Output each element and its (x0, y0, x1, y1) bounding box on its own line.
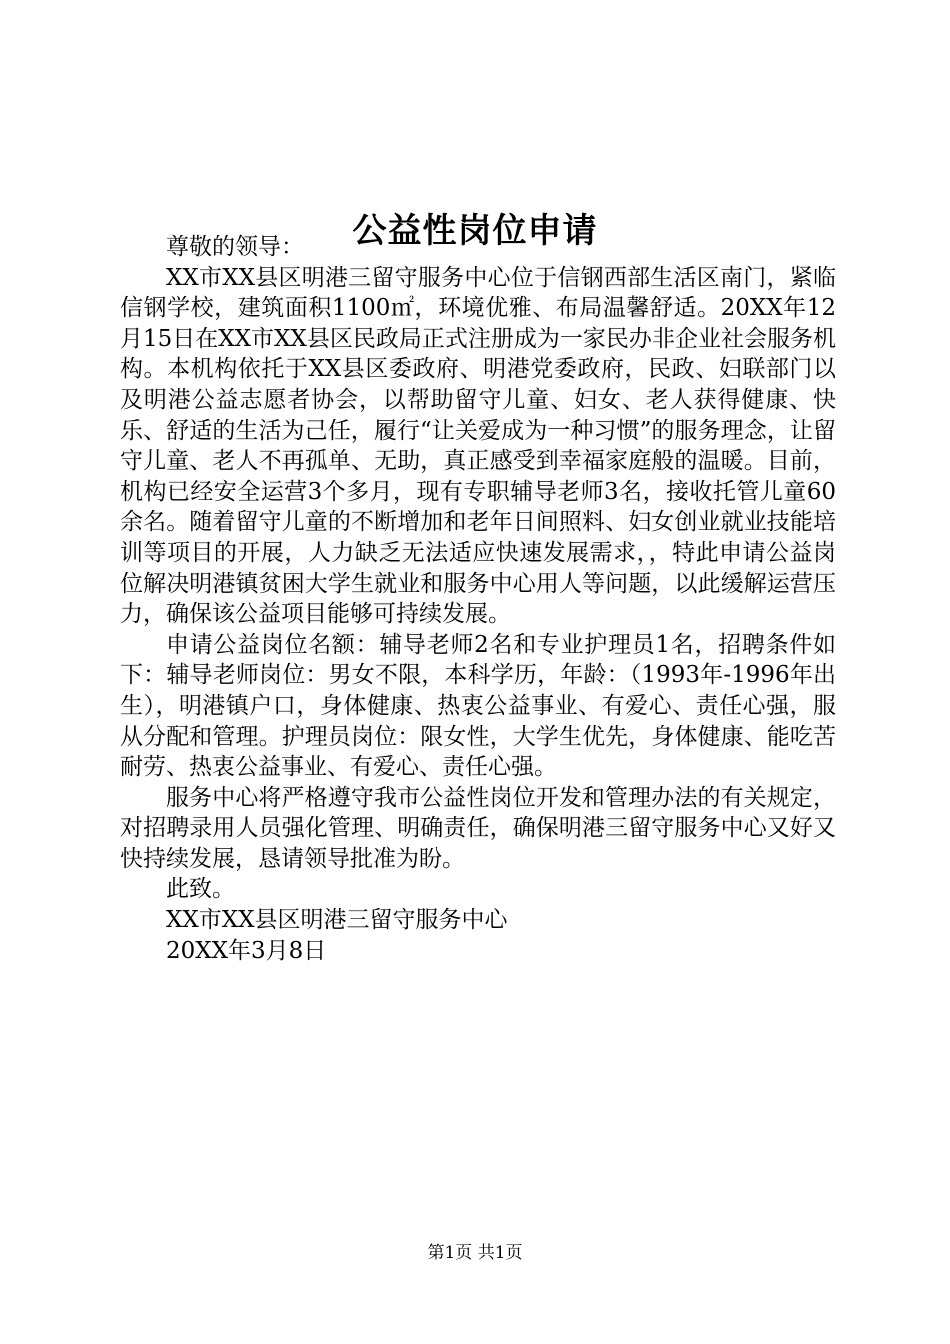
document-body (120, 232, 836, 966)
paragraph-commitment: 服务中心将严格遵守我市公益性岗位开发和管理办法的有关规定，对招聘录用人员强化管理、明确责任，确保明港三留守服务中心又好又快持续发展，恳请领导批准为盼。 (120, 784, 836, 872)
closing: 此致。 (166, 876, 235, 903)
document-title: 公益性岗位申请 (352, 210, 598, 251)
page-footer: 第1页 共1页 (427, 1243, 523, 1263)
date: 20XX年3月8日 (166, 937, 327, 964)
signature: XX市XX县区明港三留守服务中心 (166, 907, 508, 934)
paragraph-intro: XX市XX县区明港三留守服务中心位于信钢西部生活区南门，紧临信钢学校，建筑面积1100㎡，环境优雅、布局温馨舒适。20XX年12月15日在XX市XX县区民政局正式注册成为一家民办非企业社会服务机构。本机构依托于XX县区委政府、明港党委政府，民政、妇联部门以及明港公益志愿者协会，以帮助留守儿童、妇女、老人获得健康、快乐、舒适的生活为己任，履行“让关爱成为一种习惯”的服务理念，让留守儿童、老人不再孤单、无助，真正感受到幸福家庭般的温暖。目前，机构已经安全运营3个多月，现有专职辅导老师3名，接收托管儿童60余名。随着留守儿童的不断增加和老年日间照料、妇女创业就业技能培训等项目的开展，人力缺乏无法适应快速发展需求，，特此申请公益岗位解决明港镇贫困大学生就业和服务中心用人等问题，以此缓解运营压力，确保该公益项目能够可持续发展。 (120, 264, 836, 628)
salutation: 尊敬的领导： (166, 234, 304, 260)
paragraph-positions: 申请公益岗位名额：辅导老师2名和专业护理员1名，招聘条件如下：辅导老师岗位：男女不限，本科学历，年龄：（1993年-1996年出生），明港镇户口，身体健康、热衷公益事业、有爱心、责任心强，服从分配和管理。护理员岗位：限女性，大学生优先，身体健康、能吃苦耐劳、热衷公益事业、有爱心、责任心强。 (120, 631, 836, 781)
